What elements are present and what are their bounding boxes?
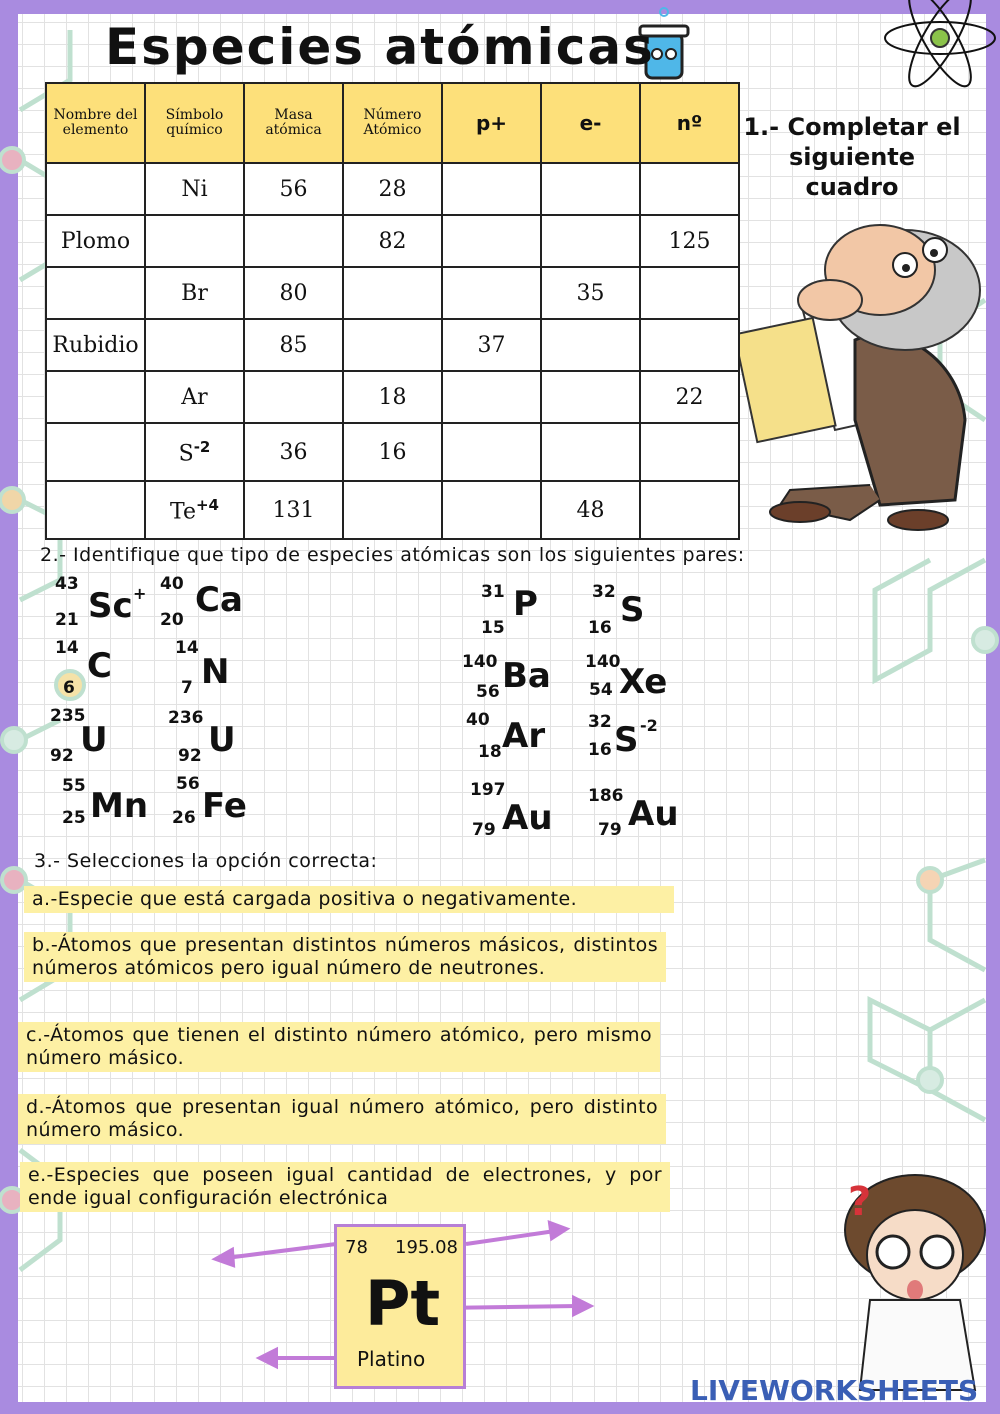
element-symbol: S <box>614 720 639 760</box>
atomic-number: 92 <box>50 746 74 766</box>
cell-mass[interactable]: 131 <box>244 481 343 539</box>
header-protons: p+ <box>442 83 541 163</box>
charge: -2 <box>640 716 658 735</box>
platinum-element-card <box>334 1224 466 1389</box>
liveworksheets-watermark: LIVEWORKSHEETS <box>690 1374 979 1407</box>
element-symbol: Ba <box>502 656 551 696</box>
element-symbol: Fe <box>202 786 247 826</box>
mass-number: 197 <box>470 780 506 800</box>
atomic-number: 79 <box>472 820 496 840</box>
cell-electrons[interactable] <box>541 371 640 423</box>
mass-number: 235 <box>50 706 86 726</box>
atomic-number: 20 <box>160 610 184 630</box>
svg-text:?: ? <box>848 1179 872 1225</box>
mass-number: 186 <box>588 786 624 806</box>
header-neutrons: nº <box>640 83 739 163</box>
element-symbol: C <box>87 646 112 686</box>
element-symbol: N <box>201 652 230 692</box>
cell-neutrons[interactable] <box>640 319 739 371</box>
element-symbol: U <box>208 720 236 760</box>
mass-number: 56 <box>176 774 200 794</box>
cell-name-input[interactable]: Plomo <box>46 215 145 267</box>
cell-name-input[interactable] <box>46 481 145 539</box>
cell-name-input[interactable] <box>46 267 145 319</box>
mass-number: 31 <box>481 582 505 602</box>
atomic-number: 26 <box>172 808 196 828</box>
table-row <box>46 481 739 539</box>
cell-neutrons[interactable] <box>640 267 739 319</box>
atomic-number: 15 <box>481 618 505 638</box>
cell-atomic-number[interactable]: 18 <box>343 371 442 423</box>
cell-symbol[interactable]: Ar <box>145 371 244 423</box>
cell-neutrons[interactable] <box>640 163 739 215</box>
charge-superscript: -2 <box>193 437 211 456</box>
atomic-number: 25 <box>62 808 86 828</box>
atomic-number: 7 <box>181 678 193 698</box>
mass-number: 236 <box>168 708 204 728</box>
card-symbol: Pt <box>365 1267 441 1340</box>
cell-electrons[interactable] <box>541 423 640 481</box>
table-row <box>46 215 739 267</box>
cell-neutrons[interactable] <box>640 423 739 481</box>
cell-symbol[interactable]: $Te^{+4}$ <box>145 481 244 539</box>
atomic-number: 16 <box>588 740 612 760</box>
cell-symbol[interactable]: Ni <box>145 163 244 215</box>
cell-protons[interactable] <box>442 481 541 539</box>
mass-number: 14 <box>55 638 79 658</box>
charge: + <box>133 584 147 603</box>
atomic-number: 79 <box>598 820 622 840</box>
mass-number: 43 <box>55 574 79 594</box>
mass-number: 140 <box>585 652 621 672</box>
cell-neutrons[interactable]: 22 <box>640 371 739 423</box>
cell-mass[interactable]: 85 <box>244 319 343 371</box>
mass-number: 140 <box>462 652 498 672</box>
element-symbol: Xe <box>619 662 668 702</box>
cell-mass[interactable]: 56 <box>244 163 343 215</box>
option-d[interactable]: d.-Átomos que presentan igual número atómico, pero distinto número másico. <box>18 1094 666 1144</box>
element-symbol: P <box>513 584 538 624</box>
cell-neutrons[interactable] <box>640 481 739 539</box>
student-illustration <box>845 1175 985 1390</box>
cell-protons[interactable] <box>442 267 541 319</box>
cell-atomic-number[interactable]: 16 <box>343 423 442 481</box>
cell-atomic-number[interactable]: 28 <box>343 163 442 215</box>
cell-atomic-number[interactable] <box>343 481 442 539</box>
mass-number: 14 <box>175 638 199 658</box>
card-atomic-number: 78 <box>345 1237 368 1258</box>
card-name: Platino <box>357 1347 426 1371</box>
cell-name-input[interactable] <box>46 423 145 481</box>
cell-mass[interactable]: 80 <box>244 267 343 319</box>
option-e[interactable]: e.-Especies que poseen igual cantidad de electrones, y por ende igual configuración electrónica <box>20 1162 670 1212</box>
header-element-name: Nombre del elemento <box>46 83 145 163</box>
cell-electrons[interactable]: 48 <box>541 481 640 539</box>
atomic-number: 18 <box>478 742 502 762</box>
cell-symbol[interactable]: Br <box>145 267 244 319</box>
cell-name-input[interactable] <box>46 371 145 423</box>
cell-mass[interactable]: 36 <box>244 423 343 481</box>
element-symbol: Ca <box>195 580 243 620</box>
cell-mass[interactable] <box>244 215 343 267</box>
element-symbol: S <box>620 590 645 630</box>
atom-icon <box>885 0 995 94</box>
cell-name-input[interactable] <box>46 163 145 215</box>
cell-atomic-number[interactable] <box>343 319 442 371</box>
atomic-number: 56 <box>476 682 500 702</box>
cell-neutrons[interactable]: 125 <box>640 215 739 267</box>
option-a[interactable]: a.-Especie que está cargada positiva o negativamente. <box>24 886 674 913</box>
option-c[interactable]: c.-Átomos que tienen el distinto número atómico, pero mismo número másico. <box>18 1022 660 1072</box>
cell-atomic-number[interactable] <box>343 267 442 319</box>
table-row <box>46 319 739 371</box>
cell-protons[interactable] <box>442 371 541 423</box>
cell-symbol[interactable] <box>145 319 244 371</box>
atomic-number: 92 <box>178 746 202 766</box>
atomic-number: 54 <box>589 680 613 700</box>
table-row <box>46 163 739 215</box>
option-b[interactable]: b.-Átomos que presentan distintos números másicos, distintos números atómicos pero igual número de neutrones. <box>24 932 666 982</box>
header-chemical-symbol: Símbolo químico <box>145 83 244 163</box>
question-3-heading: 3.- Selecciones la opción correcta: <box>34 850 378 872</box>
atomic-species-table <box>45 82 740 540</box>
cell-mass[interactable] <box>244 371 343 423</box>
cell-electrons[interactable] <box>541 163 640 215</box>
atomic-number: 6 <box>63 678 75 698</box>
element-symbol: Ar <box>502 716 546 756</box>
cell-protons[interactable] <box>442 423 541 481</box>
charge-superscript: +4 <box>195 495 219 514</box>
table-row <box>46 267 739 319</box>
scientist-illustration <box>734 225 980 530</box>
card-atomic-mass: 195.08 <box>395 1237 458 1258</box>
element-symbol: Au <box>628 794 679 834</box>
cell-symbol[interactable]: $S^{-2}$ <box>145 423 244 481</box>
cell-protons[interactable] <box>442 215 541 267</box>
element-symbol: Au <box>502 798 553 838</box>
mass-number: 40 <box>160 574 184 594</box>
atomic-number: 21 <box>55 610 79 630</box>
instruction-complete-table: 1.- Completar el siguiente cuadro <box>743 113 961 201</box>
mass-number: 32 <box>588 712 612 732</box>
cell-protons[interactable]: 37 <box>442 319 541 371</box>
header-electrons: e- <box>541 83 640 163</box>
mass-number: 55 <box>62 776 86 796</box>
cell-electrons[interactable]: 35 <box>541 267 640 319</box>
cell-protons[interactable] <box>442 163 541 215</box>
cell-atomic-number[interactable]: 82 <box>343 215 442 267</box>
table-header-row <box>46 83 739 163</box>
element-symbol: Sc <box>88 586 133 626</box>
table-row <box>46 423 739 481</box>
element-symbol: Mn <box>90 786 149 826</box>
cell-name-input[interactable]: Rubidio <box>46 319 145 371</box>
table-row <box>46 371 739 423</box>
mass-number: 40 <box>466 710 490 730</box>
question-2-heading: 2.- Identifique que tipo de especies atómicas son los siguientes pares: <box>40 544 745 566</box>
page-title: Especies atómicas <box>105 18 655 76</box>
element-symbol: U <box>80 720 108 760</box>
cell-electrons[interactable] <box>541 215 640 267</box>
cell-electrons[interactable] <box>541 319 640 371</box>
header-atomic-mass: Masa atómica <box>244 83 343 163</box>
header-atomic-number: Número Atómico <box>343 83 442 163</box>
atomic-number: 16 <box>588 618 612 638</box>
mass-number: 32 <box>592 582 616 602</box>
cell-symbol[interactable] <box>145 215 244 267</box>
